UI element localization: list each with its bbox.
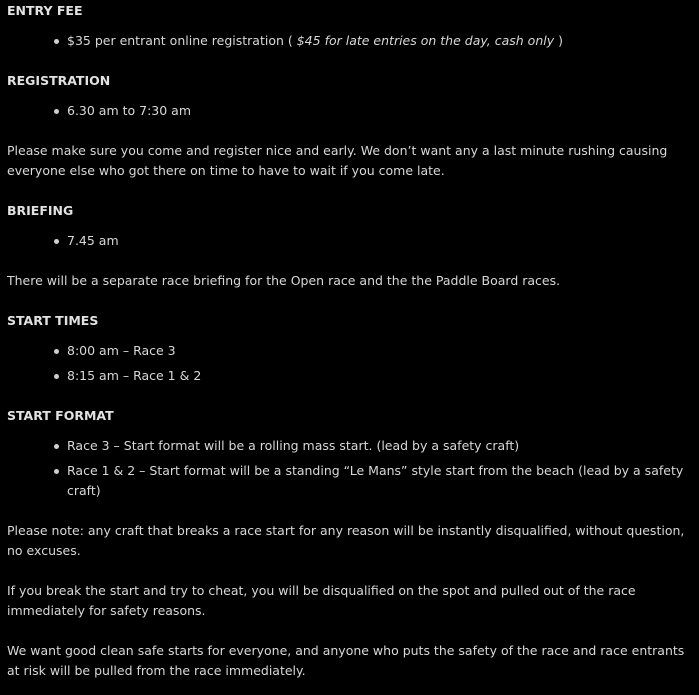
start-times-list (7, 341, 693, 386)
list-item: 8:15 am – Race 1 & 2 (7, 366, 693, 386)
briefing-list (7, 231, 693, 251)
list-item: Race 3 – Start format will be a rolling mass start. (lead by a safety craft) (7, 436, 693, 456)
registration-heading: REGISTRATION (7, 73, 111, 88)
list-item: Race 1 & 2 – Start format will be a standing “Le Mans” style start from the beach (lead by a safety craft) (7, 461, 693, 501)
registration-note: Please make sure you come and register nice and early. We don’t want any a last minute rushing causing everyone else who got there on time to have to wait if you come late. (7, 143, 668, 178)
start-format-heading: START FORMAT (7, 408, 114, 423)
entry-fee-list (7, 31, 693, 51)
briefing-note: There will be a separate race briefing for the Open race and the the Paddle Board races. (7, 273, 561, 288)
list-item: $35 per entrant online registration ( $45 for late entries on the day, cash only ) (7, 31, 693, 51)
start-times-heading: START TIMES (7, 313, 99, 328)
list-item: 6.30 am to 7:30 am (7, 101, 693, 121)
late-entry-note: $45 for late entries on the day, cash only (296, 33, 555, 48)
cheating-note: If you break the start and try to cheat, you will be disqualified on the spot and pulled out of the race immediately for safety reasons. (7, 583, 636, 618)
list-item: 7.45 am (7, 231, 693, 251)
entry-fee-heading: ENTRY FEE (7, 3, 83, 18)
start-format-list (7, 436, 693, 501)
registration-list (7, 101, 693, 121)
list-item: 8:00 am – Race 3 (7, 341, 693, 361)
safety-note: We want good clean safe starts for everyone, and anyone who puts the safety of the race and race entrants at risk will be pulled from the race immediately. (7, 643, 685, 678)
disqualification-note: Please note: any craft that breaks a race start for any reason will be instantly disqualified, without question, no excuses. (7, 523, 685, 558)
briefing-heading: BRIEFING (7, 203, 74, 218)
